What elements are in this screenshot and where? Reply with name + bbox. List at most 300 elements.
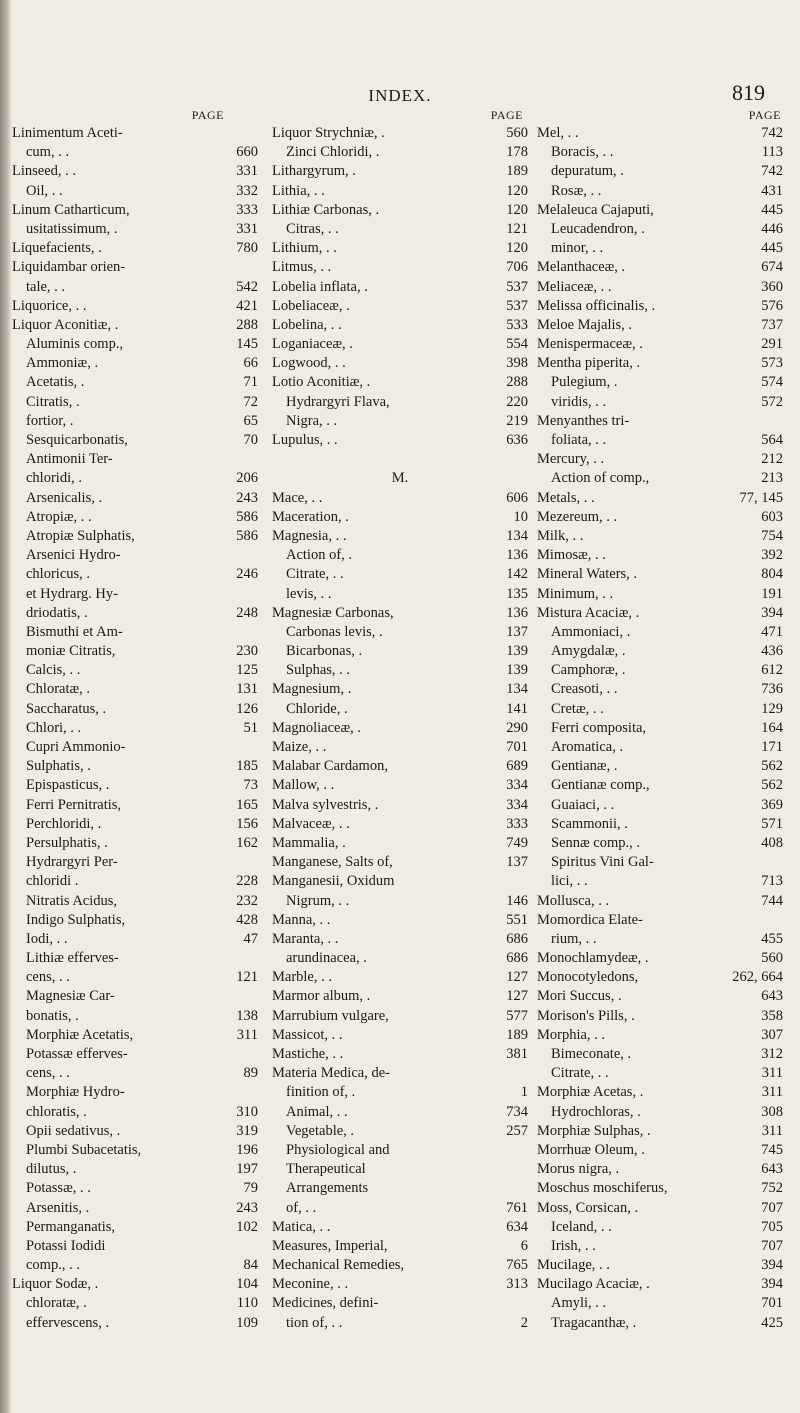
entry-term: Therapeutical (286, 1161, 366, 1178)
index-entry (12, 1294, 264, 1313)
index-entry (537, 162, 783, 181)
entry-term: Mace, . . (272, 489, 323, 506)
entry-page-ref: 197 (236, 1161, 258, 1178)
entry-page-ref: 228 (236, 873, 258, 890)
entry-page-ref: 1 (520, 1084, 528, 1101)
index-entry (272, 930, 528, 949)
entry-page-ref: 706 (506, 259, 528, 276)
index-entry (12, 585, 264, 604)
index-entry (537, 680, 783, 699)
index-entry (12, 1045, 264, 1064)
index-entry (12, 1179, 264, 1198)
entry-page-ref: 334 (506, 796, 528, 813)
index-entry (272, 239, 528, 258)
entry-page-ref: 686 (506, 930, 528, 947)
index-entry (537, 930, 783, 949)
index-entry (272, 700, 528, 719)
entry-term: comp., . . (26, 1257, 80, 1274)
entry-page-ref: 189 (506, 1026, 528, 1043)
entry-page-ref: 51 (243, 719, 258, 736)
entry-page-ref: 136 (506, 604, 528, 621)
entry-page-ref: 120 (506, 201, 528, 218)
entry-term: Hydrochloras, . (551, 1103, 641, 1120)
entry-term: arundinacea, . (286, 950, 367, 967)
entry-term: levis, . . (286, 585, 332, 602)
entry-page-ref: 689 (506, 758, 528, 775)
entry-term: moniæ Citratis, (26, 643, 116, 660)
index-entry (12, 297, 264, 316)
entry-page-ref: 564 (761, 432, 783, 448)
entry-page-ref: 66 (243, 355, 258, 372)
entry-term: Irish, . . (551, 1237, 596, 1254)
entry-term: Rosæ, . . (551, 182, 602, 199)
entry-page-ref: 288 (236, 316, 258, 333)
index-entry (12, 1141, 264, 1160)
entry-term: Gentianæ, . (551, 758, 618, 775)
entry-page-ref: 120 (506, 240, 528, 257)
entry-page-ref: 765 (506, 1257, 528, 1274)
index-entry (537, 987, 783, 1006)
entry-term: Bicarbonas, . (286, 643, 363, 660)
entry-page-ref: 156 (236, 815, 258, 832)
entry-page-ref: 749 (506, 834, 528, 851)
entry-term: Mucilage, . . (537, 1257, 610, 1274)
entry-page-ref: 142 (506, 566, 528, 583)
entry-page-ref: 139 (506, 643, 528, 660)
entry-page-ref: 744 (761, 892, 783, 909)
index-entry (537, 124, 783, 143)
index-entry (272, 1294, 528, 1313)
entry-list (272, 124, 528, 1333)
index-entry (537, 508, 783, 527)
entry-term: finition of, . (286, 1084, 356, 1101)
entry-term: Arsenicalis, . (26, 489, 103, 506)
entry-term: Matica, . . (272, 1218, 331, 1235)
index-entry (272, 968, 528, 987)
index-entry (537, 1160, 783, 1179)
entry-page-ref: 127 (506, 969, 528, 986)
entry-term: chloratæ, . (26, 1295, 87, 1312)
index-entry (272, 1256, 528, 1275)
entry-term: Massicot, . . (272, 1026, 343, 1043)
entry-term: Mori Succus, . (537, 988, 622, 1005)
index-entry (272, 1103, 528, 1122)
entry-term: Mentha piperita, . (537, 355, 641, 372)
index-entry (537, 1141, 783, 1160)
entry-page-ref: 243 (236, 489, 258, 506)
entry-term: Citratis, . (26, 393, 80, 410)
index-entry (537, 412, 783, 431)
entry-page-ref: 230 (236, 643, 258, 660)
entry-page-ref: 551 (506, 911, 528, 928)
entry-page-ref: 311 (761, 1084, 783, 1101)
index-entry (12, 968, 264, 987)
entry-page-ref: 120 (506, 182, 528, 199)
entry-term: Nigrum, . . (286, 892, 350, 909)
entry-term: Morphiæ Acetatis, (26, 1026, 134, 1043)
entry-term: Morphia, . . (537, 1026, 606, 1043)
entry-term: Morphiæ Hydro- (26, 1084, 125, 1101)
entry-page-ref: 394 (761, 604, 783, 621)
entry-page-ref: 562 (761, 758, 783, 775)
entry-term: Hydrargyri Flava, (286, 393, 390, 410)
entry-page-ref: 761 (506, 1199, 528, 1216)
entry-page-ref: 804 (761, 566, 783, 583)
entry-term: Permanganatis, (26, 1218, 115, 1235)
entry-term: Lobeliaceæ, . (272, 297, 350, 314)
index-entry (537, 815, 783, 834)
entry-term: Sulphas, . . (286, 662, 351, 679)
entry-page-ref: 291 (761, 336, 783, 353)
index-entry (272, 1083, 528, 1102)
index-entry (537, 776, 783, 795)
entry-term: Morison's Pills, . (537, 1007, 635, 1024)
entry-page-ref: 537 (506, 297, 528, 314)
entry-term: Momordica Elate- (537, 911, 643, 928)
entry-page-ref: 121 (236, 969, 258, 986)
entry-term: Mistura Acaciæ, . (537, 604, 640, 621)
entry-page-ref: 71 (243, 374, 258, 391)
book-binding-shadow (0, 0, 12, 1413)
entry-page-ref: 571 (761, 815, 783, 832)
index-entry (537, 872, 783, 891)
entry-term: Amyli, . . (551, 1295, 607, 1312)
entry-term: Mercury, . . (537, 451, 605, 468)
entry-term: Citrate, . . (286, 566, 344, 583)
index-entry (12, 527, 264, 546)
entry-page-ref: 707 (761, 1237, 783, 1254)
entry-page-ref: 164 (761, 719, 783, 736)
entry-list (537, 124, 783, 1333)
entry-page-ref: 246 (236, 566, 258, 583)
entry-page-ref: 310 (236, 1103, 258, 1120)
entry-term: Liquor Sodæ, . (12, 1276, 99, 1293)
index-entry (272, 1007, 528, 1026)
entry-page-ref: 455 (761, 930, 783, 947)
entry-page-ref: 185 (236, 758, 258, 775)
entry-page-ref: 332 (236, 182, 258, 199)
index-entry (12, 1199, 264, 1218)
entry-term: depuratum, . (551, 163, 624, 180)
entry-page-ref: 554 (506, 336, 528, 353)
entry-page-ref: 745 (761, 1141, 783, 1158)
entry-term: Potassæ efferves- (26, 1046, 128, 1062)
entry-page-ref: 381 (506, 1046, 528, 1062)
entry-term: Creasoti, . . (551, 681, 618, 698)
entry-term: Lobelia inflata, . (272, 278, 368, 295)
entry-page-ref: 421 (236, 297, 258, 314)
entry-page-ref: 89 (243, 1065, 258, 1082)
index-entry (272, 1026, 528, 1045)
index-entry (272, 450, 528, 469)
entry-term: Marble, . . (272, 969, 332, 986)
index-entry (537, 335, 783, 354)
index-entry (537, 393, 783, 412)
entry-page-ref: 307 (761, 1026, 783, 1043)
index-entry (272, 853, 528, 872)
index-entry (272, 796, 528, 815)
index-entry (272, 1064, 528, 1083)
entry-page-ref: 72 (243, 393, 258, 410)
index-entry (272, 604, 528, 623)
index-entry (537, 565, 783, 584)
index-entry (12, 1103, 264, 1122)
entry-term: Liquorice, . . (12, 297, 87, 314)
entry-term: Chloratæ, . (26, 681, 91, 698)
entry-page-ref: 573 (761, 355, 783, 372)
entry-term: Antimonii Ter- (26, 451, 113, 468)
entry-term: Cretæ, . . (551, 700, 604, 717)
entry-term: Boracis, . . (551, 144, 614, 161)
entry-term: Epispasticus, . (26, 777, 110, 794)
entry-term: Measures, Imperial, (272, 1237, 388, 1254)
entry-page-ref: 560 (506, 125, 528, 141)
entry-term: Magnesia, . . (272, 527, 347, 544)
entry-page-ref: 446 (761, 220, 783, 237)
index-entry (537, 143, 783, 162)
entry-term: tion of, . . (286, 1314, 343, 1331)
index-entry (272, 834, 528, 853)
entry-page-ref: 636 (506, 432, 528, 448)
entry-term: Moschus moschiferus, (537, 1180, 668, 1197)
index-entry (12, 565, 264, 584)
index-entry (12, 949, 264, 968)
entry-term: Sulphatis, . (26, 758, 91, 775)
entry-term: Amygdalæ, . (551, 643, 626, 660)
entry-term: Physiological and (286, 1141, 390, 1158)
index-entry (537, 373, 783, 392)
index-entry (537, 450, 783, 469)
entry-term: Lupulus, . . (272, 432, 338, 448)
entry-term: Melissa officinalis, . (537, 297, 656, 314)
entry-term: Potassæ, . . (26, 1180, 91, 1197)
index-entry (12, 680, 264, 699)
entry-term: Lithiæ Carbonas, . (272, 201, 380, 218)
index-entry (12, 220, 264, 239)
index-entry (272, 892, 528, 911)
entry-term: Manganese, Salts of, (272, 854, 393, 871)
entry-term: Maranta, . . (272, 930, 339, 947)
index-column-2 (272, 108, 528, 1333)
index-entry (12, 162, 264, 181)
index-entry (537, 1179, 783, 1198)
entry-page-ref: 206 (236, 470, 258, 487)
entry-term: Malva sylvestris, . (272, 796, 379, 813)
entry-page-ref: 189 (506, 163, 528, 180)
index-entry (12, 661, 264, 680)
index-entry (537, 1294, 783, 1313)
entry-page-ref: 137 (506, 854, 528, 871)
entry-page-ref: 705 (761, 1218, 783, 1235)
index-entry (272, 738, 528, 757)
entry-page-ref: 537 (506, 278, 528, 295)
entry-page-ref: 136 (506, 547, 528, 564)
index-entry (272, 143, 528, 162)
entry-term: effervescens, . (26, 1314, 110, 1331)
entry-page-ref: 6 (520, 1237, 528, 1254)
index-entry (537, 1256, 783, 1275)
entry-term: Ammoniaci, . (551, 623, 631, 640)
entry-page-ref: 84 (243, 1257, 258, 1274)
entry-page-ref: 134 (506, 681, 528, 698)
index-entry (272, 182, 528, 201)
page-column-label: PAGE (191, 108, 224, 122)
index-entry (272, 585, 528, 604)
entry-term: Marmor album, . (272, 988, 371, 1005)
index-entry (272, 719, 528, 738)
entry-page-ref: 165 (236, 796, 258, 813)
page-column-label: PAGE (748, 108, 781, 122)
index-entry (537, 201, 783, 220)
entry-term: Morrhuæ Oleum, . (537, 1141, 645, 1158)
entry-page-ref: 319 (236, 1122, 258, 1139)
index-column-1 (12, 108, 264, 1333)
index-entry (272, 1045, 528, 1064)
entry-term: Arsenici Hydro- (26, 547, 121, 564)
index-entry (272, 1237, 528, 1256)
index-entry (272, 489, 528, 508)
entry-term: Gentianæ comp., (551, 777, 650, 794)
entry-term: Lithium, . . (272, 240, 337, 257)
entry-term: Melaleuca Cajaputi, (537, 201, 654, 218)
entry-term: lici, . . (551, 873, 588, 890)
entry-page-ref: 125 (236, 662, 258, 679)
entry-term: chloridi, . (26, 470, 82, 487)
entry-page-ref: 213 (761, 470, 783, 487)
entry-term: dilutus, . (26, 1161, 77, 1178)
entry-term: Loganiaceæ, . (272, 336, 353, 353)
entry-term: Morus nigra, . (537, 1161, 620, 1178)
entry-page-ref: 394 (761, 1257, 783, 1274)
entry-term: Maceration, . (272, 508, 349, 525)
entry-page-ref: 102 (236, 1218, 258, 1235)
index-entry (12, 258, 264, 277)
entry-page-ref: 701 (506, 739, 528, 755)
entry-page-ref: 129 (761, 700, 783, 717)
index-entry (272, 1218, 528, 1237)
index-entry (272, 258, 528, 277)
index-entry (272, 546, 528, 565)
entry-term: Saccharatus, . (26, 700, 107, 717)
entry-page-ref: 392 (761, 547, 783, 564)
entry-page-ref: 65 (243, 412, 258, 429)
index-entry (272, 872, 528, 891)
index-entry (272, 949, 528, 968)
entry-page-ref: 754 (761, 527, 783, 544)
entry-page-ref: 707 (761, 1199, 783, 1216)
entry-page-ref: 311 (236, 1026, 258, 1043)
entry-term: Arrangements (286, 1180, 369, 1197)
page-column-label: PAGE (490, 108, 523, 122)
entry-page-ref: 533 (506, 316, 528, 333)
entry-page-ref: 219 (506, 412, 528, 429)
entry-term: Vegetable, . (286, 1122, 355, 1139)
entry-term: Magnoliaceæ, . (272, 719, 361, 736)
entry-page-ref: 262, 664 (732, 969, 783, 986)
index-entry (12, 853, 264, 872)
entry-term: Mastiche, . . (272, 1046, 344, 1062)
entry-page-ref: 586 (236, 527, 258, 544)
entry-page-ref: 2 (520, 1314, 528, 1331)
index-entry (12, 201, 264, 220)
entry-page-ref: 162 (236, 834, 258, 851)
index-entry (12, 546, 264, 565)
entry-page-ref: 334 (506, 777, 528, 794)
entry-term: Lobelina, . . (272, 316, 342, 333)
entry-term: cens, . . (26, 969, 70, 986)
index-entry (272, 642, 528, 661)
entry-page-ref: 232 (236, 892, 258, 909)
entry-term: chloricus, . (26, 566, 91, 583)
entry-term: chloridi . (26, 873, 79, 890)
entry-page-ref: 191 (761, 585, 783, 602)
entry-page-ref: 139 (506, 662, 528, 679)
entry-term: Carbonas levis, . (286, 623, 383, 640)
index-entry (12, 738, 264, 757)
entry-page-ref: 290 (506, 719, 528, 736)
entry-term: Cupri Ammonio- (26, 739, 126, 755)
index-entry (12, 872, 264, 891)
entry-term: Linseed, . . (12, 163, 77, 180)
entry-term: Metals, . . (537, 489, 595, 506)
entry-term: Atropiæ, . . (26, 508, 92, 525)
entry-page-ref: 248 (236, 604, 258, 621)
index-entry (537, 297, 783, 316)
index-entry (12, 393, 264, 412)
entry-term: Nitratis Acidus, (26, 892, 118, 909)
index-entry (537, 796, 783, 815)
index-entry (272, 623, 528, 642)
index-entry (537, 911, 783, 930)
index-entry (272, 565, 528, 584)
entry-page-ref: 643 (761, 988, 783, 1005)
index-entry (272, 1314, 528, 1333)
entry-term: Morphiæ Sulphas, . (537, 1122, 651, 1139)
entry-page-ref: 431 (761, 182, 783, 199)
entry-term: Monochlamydeæ, . (537, 950, 649, 967)
index-entry (537, 700, 783, 719)
entry-page-ref: 603 (761, 508, 783, 525)
entry-page-ref: 586 (236, 508, 258, 525)
entry-term: Nigra, . . (286, 412, 338, 429)
index-entry (537, 1103, 783, 1122)
entry-term: Liquor Strychniæ, . (272, 125, 385, 141)
entry-term: Acetatis, . (26, 374, 85, 391)
index-entry (537, 527, 783, 546)
index-entry (12, 373, 264, 392)
entry-term: viridis, . . (551, 393, 607, 410)
entry-page-ref: 572 (761, 393, 783, 410)
index-entry (12, 623, 264, 642)
entry-term: Persulphatis, . (26, 834, 108, 851)
entry-page-ref: 333 (236, 201, 258, 218)
index-entry (272, 757, 528, 776)
entry-term: Lithiæ efferves- (26, 950, 119, 967)
entry-term: cum, . . (26, 144, 70, 161)
entry-page-ref: 110 (236, 1295, 258, 1312)
index-entry (272, 201, 528, 220)
entry-term: Lithia, . . (272, 182, 325, 199)
entry-page-ref: 713 (761, 873, 783, 890)
entry-term: Mezereum, . . (537, 508, 618, 525)
entry-term: Manganesii, Oxidum (272, 873, 395, 890)
entry-term: Oil, . . (26, 182, 63, 199)
entry-term: et Hydrarg. Hy- (26, 585, 118, 602)
index-entry (12, 1064, 264, 1083)
entry-term: Guaiaci, . . (551, 796, 615, 813)
entry-term: Linum Catharticum, (12, 201, 130, 218)
entry-term: Mineral Waters, . (537, 566, 638, 583)
